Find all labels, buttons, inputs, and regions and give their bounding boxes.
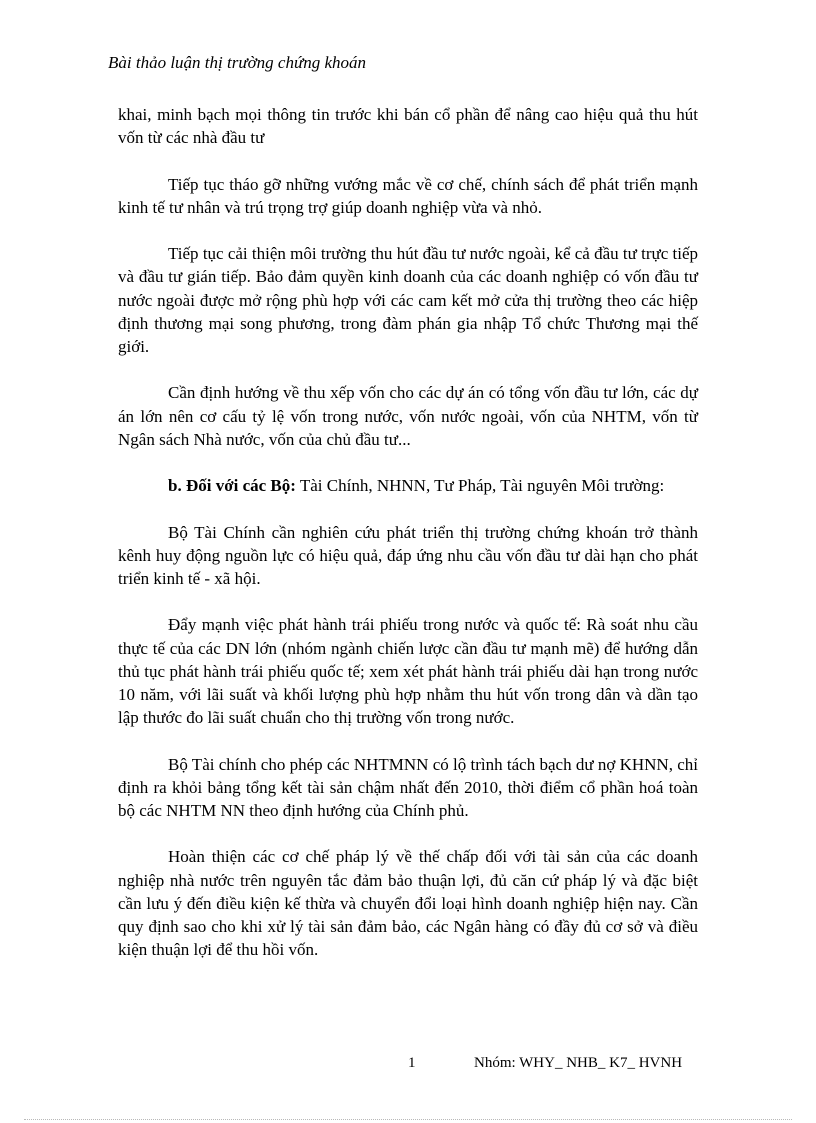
paragraph-private-economy: Tiếp tục tháo gỡ những vướng mắc về cơ chế, chính sách để phát triển mạnh kinh tế tư nhân và trú trọng trợ giúp doanh nghiệp vừa và nhỏ. — [118, 174, 698, 217]
paragraph-legal-mechanism: Hoàn thiện các cơ chế pháp lý về thế chấp đối với tài sản của các doanh nghiệp nhà nước trên nguyên tắc đảm bảo thuận lợi, đủ căn cứ pháp lý và đặc biệt cần lưu ý đến điều kiện kế thừa và chuyển đổi loại hình doanh nghiệp hiện nay. Cần quy định sao cho khi xử lý tài sản đảm bảo, các Ngân hàng có đầy đủ cơ sở và điều kiện thuận lợi để thu hồi vốn. — [118, 847, 698, 960]
paragraph-stock-market: Bộ Tài Chính cần nghiên cứu phát triển thị trường chứng khoán trở thành kênh huy động nguồn lực có hiệu quả, đáp ứng nhu cầu vốn đầu tư dài hạn cho phát triển kinh tế - xã hội. — [118, 522, 698, 588]
paragraph-capital-arrangement: Cần định hướng về thu xếp vốn cho các dự án có tổng vốn đầu tư lớn, các dự án lớn nên cơ cấu tỷ lệ vốn trong nước, vốn nước ngoài, vốn của NHTM, vốn từ Ngân sách Nhà nước, vốn của chủ đầu tư... — [118, 383, 698, 449]
paragraph-bond-issuance: Đẩy mạnh việc phát hành trái phiếu trong nước và quốc tế: Rà soát nhu cầu thực tế của các DN lớn (nhóm ngành chiến lược cần đầu tư mạnh mẽ) để hướng dẫn thủ tục phát hành trái phiếu quốc tế; xem xét phát hành trái phiếu dài hạn trong nước 10 năm, với lãi suất và khối lượng phù hợp nhằm thu hút vốn trong dân và dần tạo lập thước đo lãi suất chuẩn cho thị trường vốn trong nước. — [118, 615, 698, 728]
running-header: Bài thảo luận thị trường chứng khoán — [108, 53, 367, 72]
section-b-heading — [118, 474, 698, 497]
document-body — [118, 103, 698, 961]
paragraph-continuation: khai, minh bạch mọi thông tin trước khi bán cổ phần để nâng cao hiệu quả thu hút vốn từ các nhà đầu tư — [118, 105, 698, 148]
page-number: 1 — [408, 1055, 416, 1071]
group-label: Nhóm: WHY_ NHB_ K7_ HVNH — [474, 1055, 683, 1071]
paragraph-foreign-investment: Tiếp tục cải thiện môi trường thu hút đầu tư nước ngoài, kể cả đầu tư trực tiếp và đầu tư gián tiếp. Bảo đảm quyền kinh doanh của các doanh nghiệp có vốn đầu tư nước ngoài được mở rộng phù hợp với các cam kết mở cửa thị trường theo các hiệp định thương mại song phương, trong đàm phán gia nhập Tổ chức Thương mại thế giới. — [118, 244, 698, 356]
footer-divider — [24, 1119, 792, 1120]
section-b-text: Tài Chính, NHNN, Tư Pháp, Tài nguyên Môi trường: — [295, 476, 665, 496]
paragraph-debt-separation: Bộ Tài chính cho phép các NHTMNN có lộ trình tách bạch dư nợ KHNN, chỉ định ra khỏi bảng tổng kết tài sản chậm nhất đến 2010, thời điểm cổ phần hoá toàn bộ các NHTM NN theo định hướng của Chính phủ. — [118, 754, 698, 820]
section-b-label: b. Đối với các Bộ: — [168, 476, 296, 496]
